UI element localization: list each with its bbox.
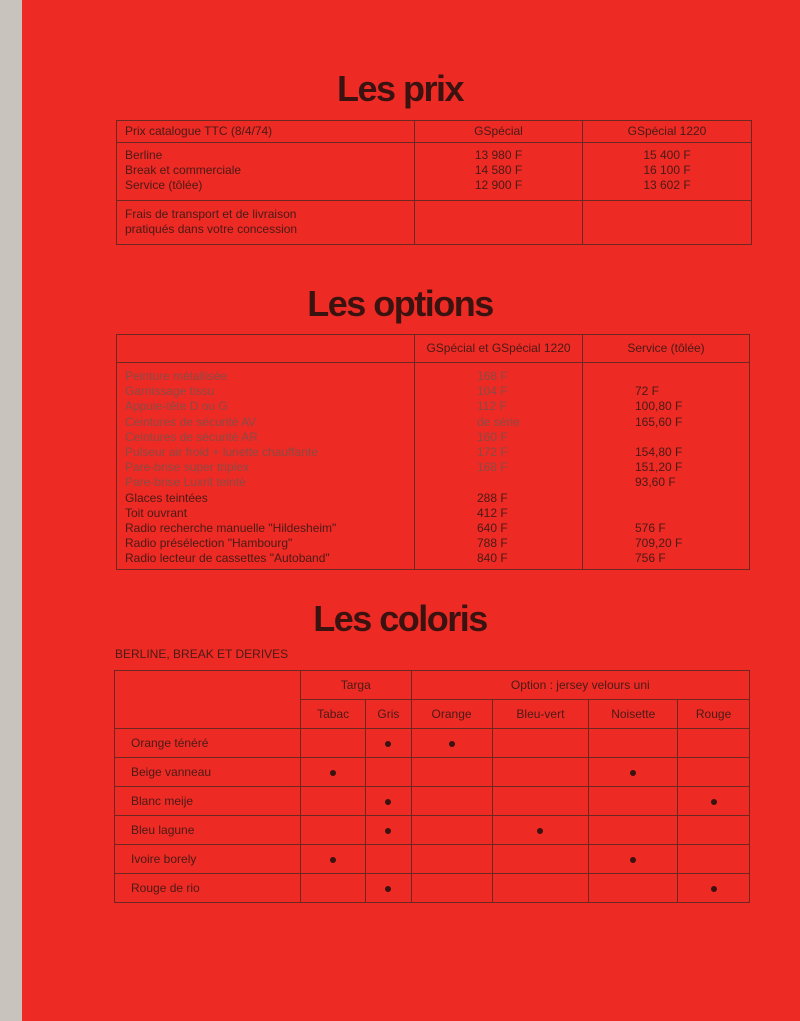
- coloris-cell: [678, 758, 750, 787]
- option-name: Pare-brise super triplex: [125, 460, 250, 475]
- availability-dot: [630, 770, 636, 776]
- coloris-row-name: Orange ténéré: [115, 729, 301, 758]
- option-price-service: [635, 506, 741, 521]
- options-header-col1: GSpécial et GSpécial 1220: [415, 335, 583, 363]
- availability-dot: [711, 799, 717, 805]
- coloris-cell: [366, 729, 411, 758]
- coloris-group-option: Option : jersey velours uni: [411, 671, 749, 700]
- prix-title: Les prix: [336, 68, 464, 109]
- coloris-cell: [678, 816, 750, 845]
- coloris-row: [115, 758, 750, 787]
- option-name: Pare-brise Luxrit teinté: [125, 475, 246, 490]
- option-price-gspecial: 160 F: [477, 429, 508, 444]
- coloris-cell: [301, 816, 366, 845]
- prix-frais-col1: [415, 201, 583, 245]
- prix-col1-values: [415, 143, 583, 201]
- coloris-row: [115, 816, 750, 845]
- coloris-cell: [589, 758, 678, 787]
- coloris-cell: [411, 758, 492, 787]
- coloris-column-header: Rouge: [678, 700, 750, 729]
- option-price-service: 93,60 F: [635, 475, 676, 490]
- coloris-cell: [678, 787, 750, 816]
- coloris-row: [115, 845, 750, 874]
- coloris-row-name: Ivoire borely: [115, 845, 301, 874]
- coloris-cell: [411, 816, 492, 845]
- option-name: Peinture métallisée: [125, 369, 228, 383]
- prix-model-name: Berline: [125, 148, 163, 162]
- options-title: Les options: [307, 283, 493, 324]
- coloris-cell: [301, 729, 366, 758]
- coloris-column-header: Bleu-vert: [492, 700, 589, 729]
- option-price-gspecial: 168 F: [477, 369, 508, 383]
- prix-value: 16 100 F: [643, 163, 691, 177]
- coloris-cell: [301, 845, 366, 874]
- option-price-service: 165,60 F: [635, 414, 683, 429]
- coloris-row-name: Rouge de rio: [115, 874, 301, 903]
- prix-value: 15 400 F: [643, 148, 691, 162]
- coloris-caption: BERLINE, BREAK ET DERIVES: [115, 647, 289, 661]
- coloris-cell: [411, 729, 492, 758]
- option-price-service: [635, 369, 741, 384]
- option-name: Ceintures de sécurité AR: [125, 429, 258, 444]
- coloris-cell: [589, 816, 678, 845]
- prix-frais-line: pratiqués dans votre concession: [125, 222, 298, 236]
- coloris-cell: [301, 787, 366, 816]
- prix-model-name: Break et commerciale: [125, 163, 242, 177]
- option-name: Glaces teintées: [125, 490, 208, 505]
- option-name: Toit ouvrant: [125, 505, 188, 520]
- availability-dot: [385, 741, 391, 747]
- prix-header-col1: GSpécial: [415, 121, 583, 143]
- options-header-label: [117, 335, 415, 363]
- option-price-gspecial: 640 F: [477, 521, 508, 536]
- coloris-cell: [366, 816, 411, 845]
- prix-value: 12 900 F: [474, 178, 523, 192]
- coloris-column-header: Noisette: [589, 700, 678, 729]
- prix-header-label: Prix catalogue TTC (8/4/74): [117, 121, 415, 143]
- coloris-cell: [492, 874, 589, 903]
- coloris-corner: [115, 671, 301, 729]
- options-col2-values: [583, 363, 750, 570]
- option-price-gspecial: 104 F: [477, 384, 508, 399]
- coloris-column-header: Tabac: [301, 700, 366, 729]
- coloris-row: [115, 729, 750, 758]
- prix-frais-col2: [583, 201, 752, 245]
- availability-dot: [711, 886, 717, 892]
- option-price-service: [635, 430, 741, 445]
- availability-dot: [449, 741, 455, 747]
- option-price-gspecial: de série: [477, 414, 520, 429]
- option-price-gspecial: 788 F: [477, 536, 508, 551]
- option-price-gspecial: 112 F: [477, 399, 507, 414]
- coloris-cell: [589, 874, 678, 903]
- coloris-row: [115, 874, 750, 903]
- coloris-cell: [678, 845, 750, 874]
- prix-value: 13 602 F: [643, 178, 691, 192]
- coloris-cell: [492, 758, 589, 787]
- coloris-cell: [366, 874, 411, 903]
- option-price-service: 709,20 F: [635, 536, 683, 551]
- prix-model-name: Service (tôlée): [125, 178, 203, 192]
- availability-dot: [537, 828, 543, 834]
- coloris-cell: [589, 729, 678, 758]
- availability-dot: [385, 799, 391, 805]
- option-name: Pulseur air froid + lunette chauffante: [125, 445, 318, 460]
- option-price-service: [635, 491, 741, 506]
- availability-dot: [630, 857, 636, 863]
- options-item-names: [117, 363, 415, 570]
- coloris-cell: [411, 874, 492, 903]
- options-table: [116, 334, 750, 570]
- coloris-cell: [366, 787, 411, 816]
- prix-frais-line: Frais de transport et de livraison: [125, 207, 297, 221]
- prix-value: 13 980 F: [474, 148, 523, 162]
- coloris-cell: [678, 874, 750, 903]
- prix-frais: [117, 201, 415, 245]
- option-name: Ceintures de sécurité AV: [125, 414, 257, 429]
- option-price-gspecial: 168 F: [477, 460, 508, 475]
- prix-value: 14 580 F: [474, 163, 523, 177]
- option-price-service: 576 F: [635, 520, 666, 535]
- coloris-cell: [301, 758, 366, 787]
- option-name: Radio recherche manuelle "Hildesheim": [125, 521, 337, 536]
- options-col1-values: [415, 363, 583, 570]
- coloris-title: Les coloris: [313, 598, 487, 639]
- coloris-table: [114, 670, 750, 903]
- prix-table: [116, 120, 752, 245]
- option-name: Radio lecteur de cassettes "Autoband": [125, 551, 330, 566]
- option-price-service: 756 F: [635, 551, 666, 566]
- option-price-gspecial: 288 F: [477, 490, 508, 505]
- availability-dot: [330, 857, 336, 863]
- availability-dot: [385, 886, 391, 892]
- prix-header-col2: GSpécial 1220: [583, 121, 752, 143]
- option-price-service: 72 F: [635, 384, 660, 399]
- option-name: Radio présélection "Hambourg": [125, 536, 293, 551]
- coloris-cell: [366, 845, 411, 874]
- coloris-cell: [492, 729, 589, 758]
- coloris-row-name: Blanc meije: [115, 787, 301, 816]
- option-price-gspecial: [477, 475, 574, 490]
- coloris-row-name: Bleu lagune: [115, 816, 301, 845]
- coloris-cell: [492, 845, 589, 874]
- availability-dot: [385, 828, 391, 834]
- coloris-cell: [492, 816, 589, 845]
- options-header-col2: Service (tôlée): [583, 335, 750, 363]
- prix-model-names: [117, 143, 415, 201]
- coloris-group-targa: Targa: [301, 671, 412, 700]
- coloris-cell: [301, 874, 366, 903]
- coloris-cell: [411, 845, 492, 874]
- option-price-gspecial: 172 F: [477, 445, 508, 460]
- coloris-cell: [589, 787, 678, 816]
- option-price-service: 154,80 F: [635, 444, 683, 459]
- coloris-row-name: Beige vanneau: [115, 758, 301, 787]
- coloris-column-header: Gris: [366, 700, 411, 729]
- coloris-cell: [411, 787, 492, 816]
- coloris-column-header: Orange: [411, 700, 492, 729]
- coloris-row: [115, 787, 750, 816]
- coloris-cell: [366, 758, 411, 787]
- coloris-cell: [678, 729, 750, 758]
- coloris-cell: [589, 845, 678, 874]
- option-price-service: 100,80 F: [635, 399, 683, 414]
- option-price-gspecial: 412 F: [477, 505, 508, 520]
- prix-col2-values: [583, 143, 752, 201]
- option-name: Appuie-tête D ou G: [125, 399, 228, 414]
- option-price-service: 151,20 F: [635, 460, 683, 475]
- coloris-cell: [492, 787, 589, 816]
- option-name: Garnissage tissu: [125, 384, 215, 399]
- availability-dot: [330, 770, 336, 776]
- option-price-gspecial: 840 F: [477, 551, 508, 566]
